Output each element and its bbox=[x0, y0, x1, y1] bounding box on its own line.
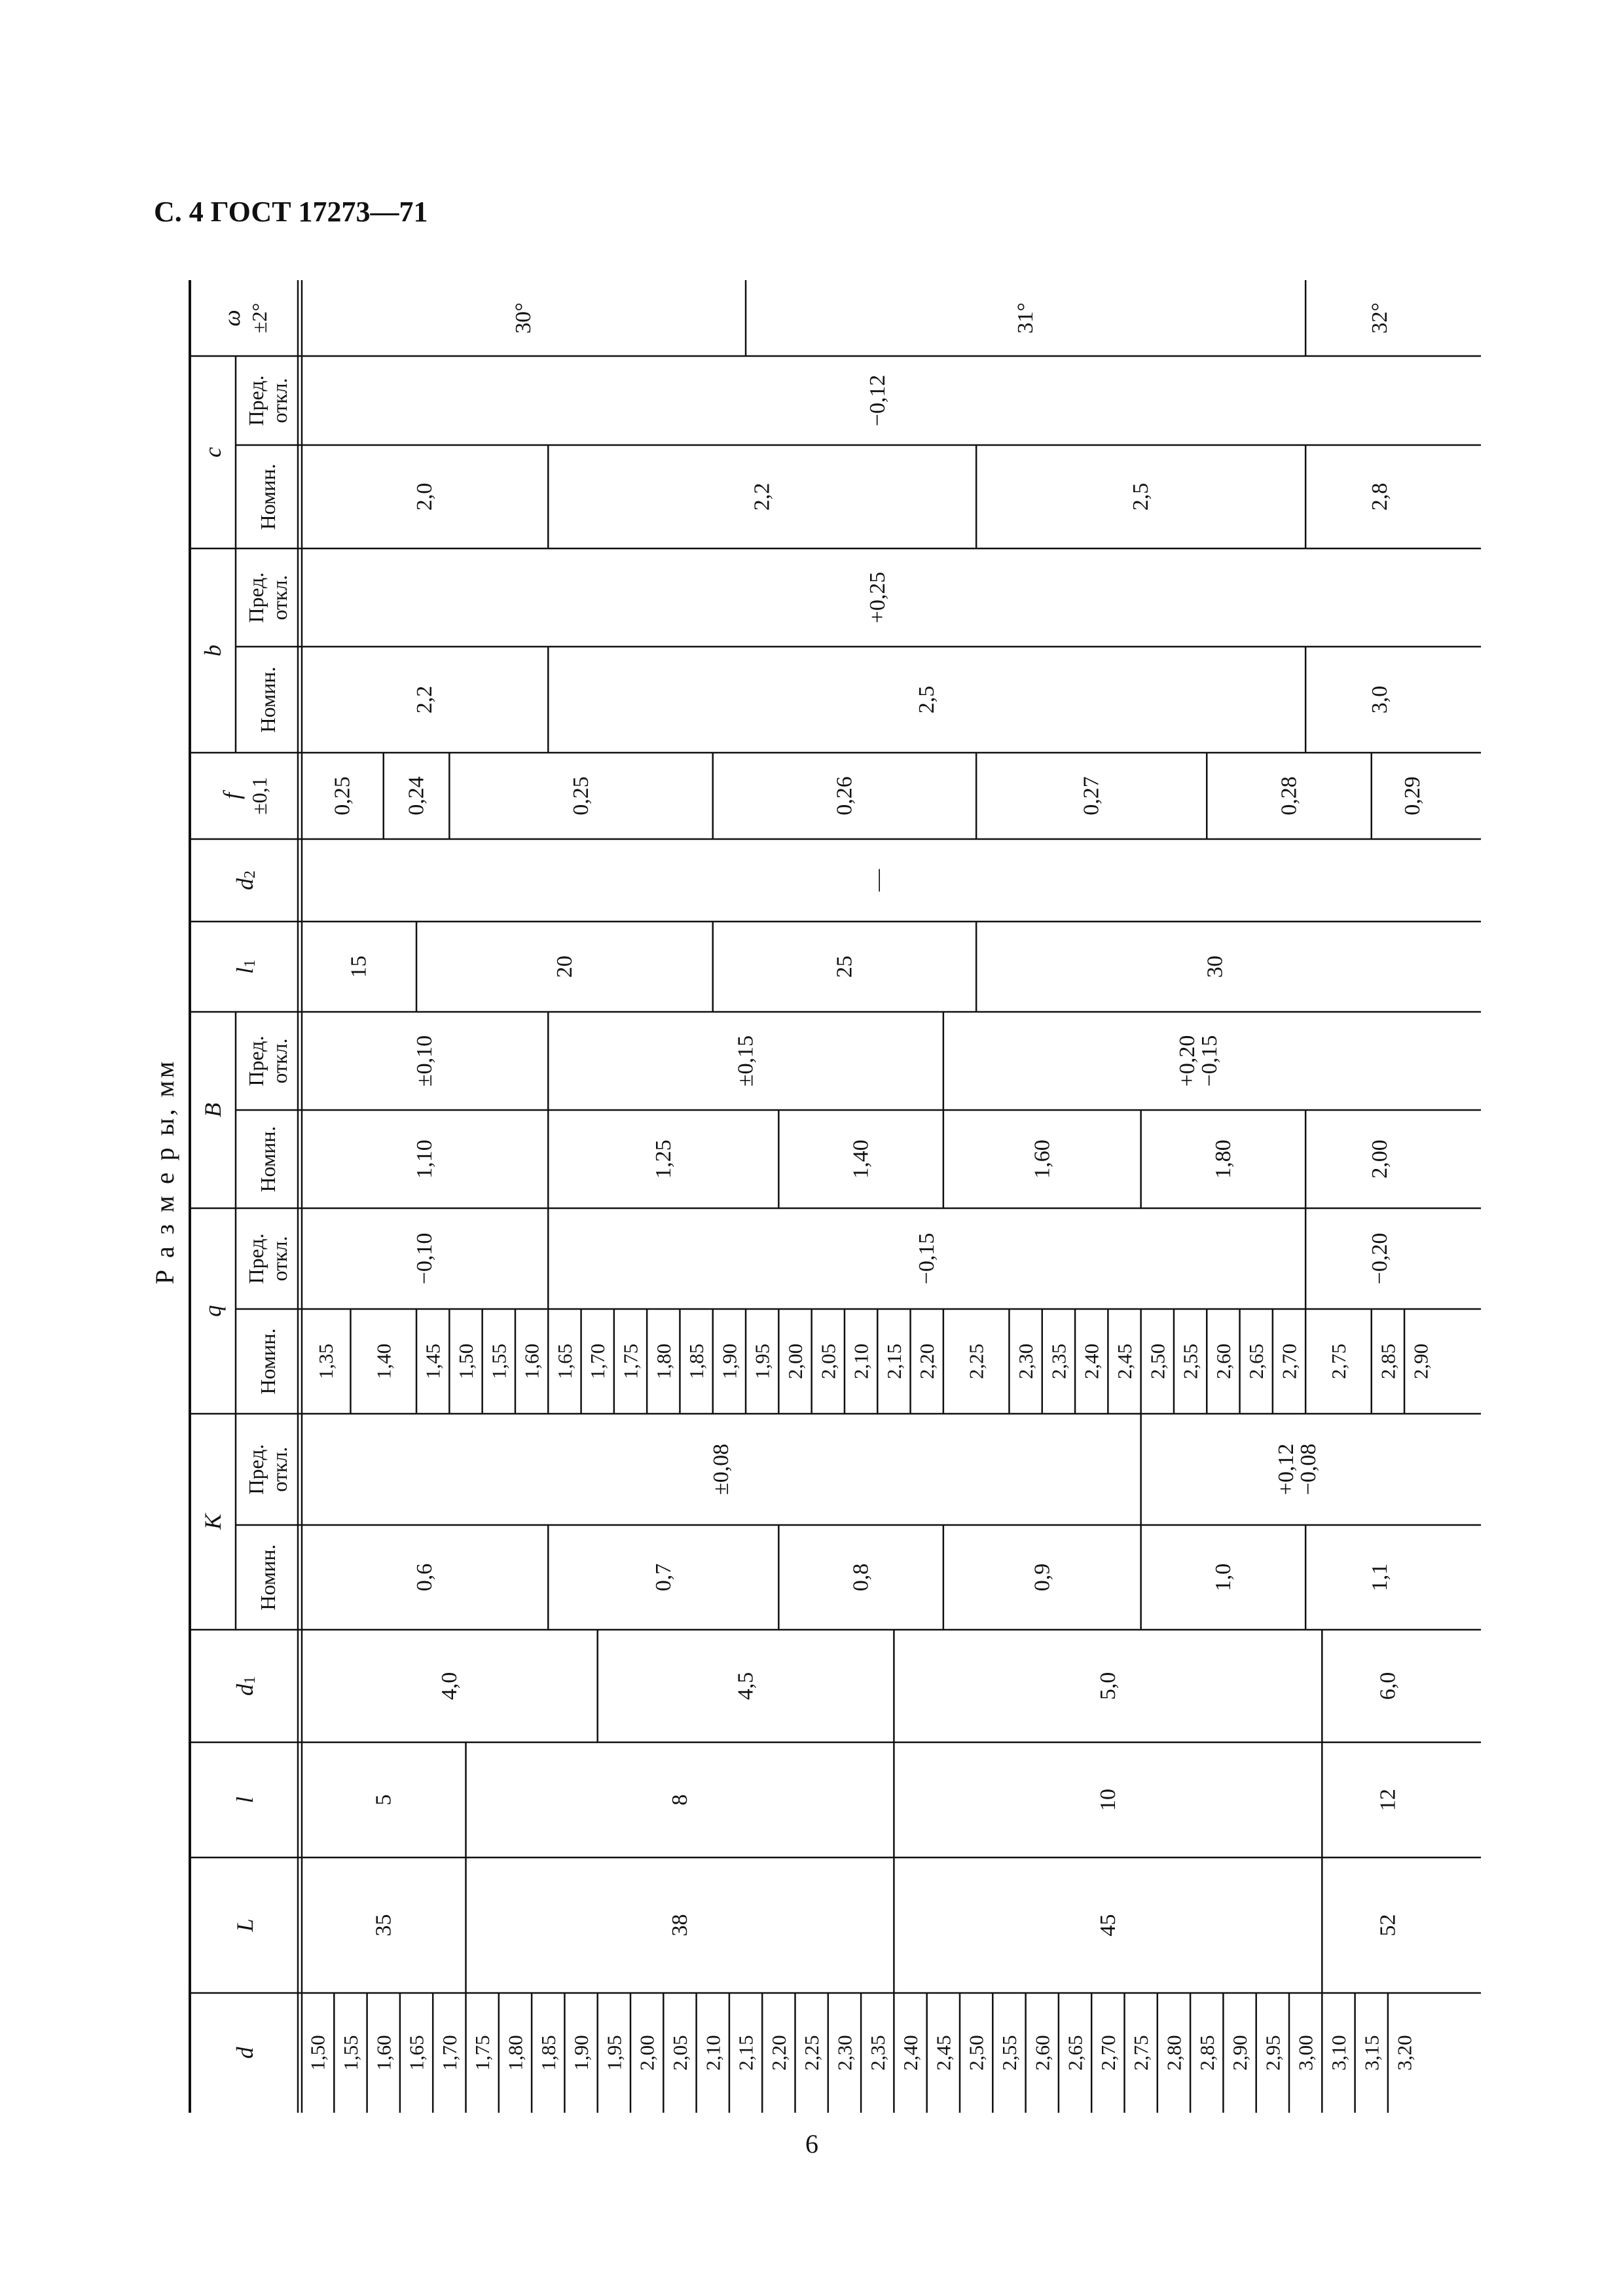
b-label: b bbox=[200, 645, 226, 656]
d1-label bbox=[232, 1676, 259, 1696]
c_nom-cell: 2,0 bbox=[412, 482, 437, 511]
d-cell: 2,00 bbox=[635, 2035, 659, 2071]
d-cell: 1,80 bbox=[503, 2035, 527, 2071]
omega-cell: 32° bbox=[1367, 302, 1392, 334]
b-pred-header: Пред. bbox=[244, 572, 268, 623]
q_dev-cell: −0,20 bbox=[1367, 1232, 1392, 1285]
f-cell: 0,25 bbox=[569, 776, 594, 816]
l1-label bbox=[232, 960, 259, 974]
omega-cell: 31° bbox=[1013, 302, 1038, 334]
f-cell: 0,29 bbox=[1400, 776, 1425, 816]
d-cell: 2,40 bbox=[899, 2035, 922, 2071]
B-nomin-header: Номин. bbox=[256, 1126, 280, 1193]
c-label: c bbox=[200, 447, 226, 457]
d-cell: 2,25 bbox=[800, 2035, 824, 2071]
q_dev-cell: −0,10 bbox=[412, 1232, 437, 1285]
d-label: d bbox=[232, 2047, 258, 2059]
q_nom-cell: 2,45 bbox=[1113, 1343, 1136, 1380]
d-cell: 1,65 bbox=[405, 2035, 428, 2071]
l1-cell: 20 bbox=[552, 956, 577, 978]
f-cell: 0,24 bbox=[404, 776, 429, 816]
d-cell: 2,55 bbox=[997, 2035, 1021, 2071]
d-cell: 2,45 bbox=[932, 2035, 955, 2071]
d-cell: 2,05 bbox=[668, 2035, 691, 2071]
d-cell: 3,20 bbox=[1393, 2035, 1416, 2071]
d-cell: 3,10 bbox=[1326, 2035, 1350, 2071]
q_nom-cell: 1,70 bbox=[586, 1343, 610, 1380]
K-otkl-header: откл. bbox=[268, 1446, 291, 1492]
L-cell: 52 bbox=[1376, 1914, 1400, 1937]
d-cell: 1,85 bbox=[536, 2035, 560, 2071]
l-cell: 8 bbox=[667, 1794, 692, 1806]
q_nom-cell: 2,65 bbox=[1245, 1343, 1268, 1380]
K_nom-cell: 1,0 bbox=[1211, 1563, 1235, 1592]
d-cell: 2,15 bbox=[734, 2035, 757, 2071]
q-nomin-header: Номин. bbox=[256, 1328, 280, 1395]
q_nom-cell: 2,05 bbox=[816, 1343, 840, 1380]
d-cell: 2,65 bbox=[1063, 2035, 1087, 2071]
d-cell: 1,55 bbox=[338, 2035, 362, 2071]
d2-label-subscript: 2 bbox=[242, 870, 259, 878]
B_nom-cell: 1,40 bbox=[848, 1139, 873, 1179]
f-cell: 0,28 bbox=[1277, 776, 1302, 816]
c_nom-cell: 2,5 bbox=[1129, 482, 1154, 511]
L-label: L bbox=[232, 1918, 258, 1932]
page-number: 6 bbox=[805, 2129, 818, 2159]
d-cell: 1,50 bbox=[306, 2035, 329, 2071]
d-cell: 1,70 bbox=[437, 2035, 461, 2071]
l1-label-subscript: 1 bbox=[242, 959, 259, 967]
c_nom-cell: 2,2 bbox=[750, 482, 775, 511]
q-otkl-header: откл. bbox=[268, 1236, 291, 1282]
omega-cell: 30° bbox=[511, 302, 536, 334]
omega-tolerance: ±2° bbox=[247, 302, 271, 334]
q_nom-cell: 2,70 bbox=[1277, 1343, 1301, 1380]
q_nom-cell: 2,25 bbox=[964, 1343, 988, 1380]
b-otkl-header: откл. bbox=[268, 575, 291, 620]
c-nomin-header: Номин. bbox=[256, 463, 280, 530]
q_nom-cell: 1,55 bbox=[487, 1343, 511, 1380]
q-pred-header: Пред. bbox=[244, 1233, 268, 1284]
B-otkl-header: откл. bbox=[268, 1038, 291, 1084]
f-cell: 0,25 bbox=[330, 776, 355, 816]
q_nom-cell: 2,30 bbox=[1014, 1343, 1038, 1380]
d1-cell: 4,5 bbox=[733, 1672, 758, 1700]
b-nomin-header: Номин. bbox=[256, 666, 280, 733]
c_dev-cell: −0,12 bbox=[865, 374, 890, 427]
l-cell: 12 bbox=[1376, 1789, 1400, 1811]
table-header bbox=[200, 303, 291, 2059]
K_nom-cell: 0,9 bbox=[1030, 1563, 1055, 1592]
B-pred-header: Пред. bbox=[244, 1035, 268, 1086]
omega-label: ω bbox=[219, 310, 245, 327]
l-cell: 10 bbox=[1095, 1789, 1120, 1811]
d-cell: 2,60 bbox=[1030, 2035, 1054, 2071]
d-cell: 2,90 bbox=[1228, 2035, 1252, 2071]
d1-cell: 4,0 bbox=[437, 1672, 462, 1700]
B_nom-cell: 1,80 bbox=[1211, 1139, 1235, 1179]
B_dev-cell: ±0,15 bbox=[733, 1035, 758, 1087]
q_nom-cell: 2,75 bbox=[1326, 1343, 1350, 1380]
K_nom-cell: 0,6 bbox=[412, 1563, 437, 1592]
L-cell: 38 bbox=[667, 1914, 692, 1937]
B_nom-cell: 1,60 bbox=[1030, 1139, 1055, 1179]
q_nom-cell: 1,90 bbox=[718, 1343, 741, 1380]
K_dev-cell: +0,12 bbox=[1274, 1443, 1299, 1496]
f-cell: 0,26 bbox=[832, 776, 857, 816]
K-nomin-header: Номин. bbox=[256, 1544, 280, 1611]
L-cell: 45 bbox=[1095, 1914, 1120, 1937]
q_nom-cell: 1,65 bbox=[553, 1343, 576, 1380]
q_nom-cell: 2,55 bbox=[1178, 1343, 1202, 1380]
d-cell: 1,90 bbox=[570, 2035, 593, 2071]
d-cell: 2,85 bbox=[1195, 2035, 1218, 2071]
B_nom-cell: 1,10 bbox=[412, 1139, 437, 1179]
b_nom-cell: 2,5 bbox=[915, 685, 939, 714]
d-cell: 1,75 bbox=[471, 2035, 494, 2071]
d-cell: 2,20 bbox=[767, 2035, 790, 2071]
q_nom-cell: 2,15 bbox=[882, 1343, 905, 1380]
K_dev-cell-lower: −0,08 bbox=[1296, 1443, 1321, 1496]
q_nom-cell: 1,35 bbox=[314, 1343, 338, 1380]
table-frame bbox=[190, 280, 1481, 2113]
d-cell: 2,30 bbox=[833, 2035, 856, 2071]
B_dev-cell: +0,20 bbox=[1175, 1035, 1200, 1087]
d-cell: 2,35 bbox=[866, 2035, 889, 2071]
l1-cell: 25 bbox=[832, 956, 857, 978]
q_nom-cell: 2,60 bbox=[1211, 1343, 1235, 1380]
table-body bbox=[306, 280, 1432, 2113]
l1-label-main: l bbox=[232, 967, 258, 975]
q_nom-cell: 2,90 bbox=[1409, 1343, 1432, 1380]
q_nom-cell: 2,00 bbox=[784, 1343, 807, 1380]
B-label: B bbox=[200, 1103, 226, 1117]
q_nom-cell: 2,50 bbox=[1146, 1343, 1169, 1380]
q_nom-cell: 1,60 bbox=[520, 1343, 543, 1380]
q_nom-cell: 2,10 bbox=[849, 1343, 873, 1380]
B_dev-cell-lower: −0,15 bbox=[1197, 1035, 1222, 1087]
d-cell: 1,95 bbox=[602, 2035, 626, 2071]
d-cell: 3,00 bbox=[1294, 2035, 1317, 2071]
q_nom-cell: 1,50 bbox=[454, 1343, 477, 1380]
d2-cell: — bbox=[865, 869, 890, 891]
q-label: q bbox=[200, 1305, 226, 1317]
q_nom-cell: 1,85 bbox=[685, 1343, 708, 1380]
l-label: l bbox=[232, 1796, 258, 1804]
f-label: f bbox=[219, 792, 245, 800]
q_nom-cell: 2,20 bbox=[915, 1343, 939, 1380]
q_nom-cell: 2,40 bbox=[1080, 1343, 1103, 1380]
f-tolerance: ±0,1 bbox=[247, 777, 271, 815]
l1-cell: 15 bbox=[346, 956, 371, 978]
d-cell: 2,95 bbox=[1261, 2035, 1285, 2071]
b_dev-cell: +0,25 bbox=[865, 571, 890, 624]
d2-label-main: d bbox=[232, 878, 258, 890]
d-cell: 2,10 bbox=[701, 2035, 725, 2071]
B_dev-cell: ±0,10 bbox=[412, 1035, 437, 1087]
l1-cell: 30 bbox=[1203, 956, 1228, 978]
q_nom-cell: 1,80 bbox=[651, 1343, 675, 1380]
K-label: K bbox=[200, 1513, 226, 1530]
table-caption: Р а з м е р ы, мм bbox=[150, 1058, 179, 1285]
b_nom-cell: 2,2 bbox=[412, 685, 437, 714]
q_nom-cell: 1,45 bbox=[421, 1343, 445, 1380]
d1-cell: 6,0 bbox=[1376, 1672, 1400, 1700]
q_dev-cell: −0,15 bbox=[915, 1232, 939, 1285]
d1-cell: 5,0 bbox=[1095, 1672, 1120, 1700]
K-pred-header: Пред. bbox=[244, 1444, 268, 1495]
q_nom-cell: 2,85 bbox=[1376, 1343, 1400, 1380]
d-cell: 2,50 bbox=[964, 2035, 988, 2071]
d-cell: 1,60 bbox=[372, 2035, 395, 2071]
d-cell: 2,70 bbox=[1096, 2035, 1120, 2071]
K_dev-cell: ±0,08 bbox=[708, 1443, 733, 1496]
B_nom-cell: 2,00 bbox=[1367, 1139, 1392, 1179]
f-cell: 0,27 bbox=[1079, 776, 1104, 816]
q_nom-cell: 2,35 bbox=[1047, 1343, 1070, 1380]
d-cell: 3,15 bbox=[1360, 2035, 1383, 2071]
q_nom-cell: 1,95 bbox=[750, 1343, 774, 1380]
c-otkl-header: откл. bbox=[268, 378, 291, 423]
b_nom-cell: 3,0 bbox=[1367, 685, 1392, 714]
l-cell: 5 bbox=[371, 1794, 396, 1806]
K_nom-cell: 1,1 bbox=[1367, 1563, 1392, 1592]
B_nom-cell: 1,25 bbox=[651, 1139, 676, 1179]
K_nom-cell: 0,7 bbox=[651, 1563, 676, 1592]
d1-label-subscript: 1 bbox=[242, 1676, 259, 1684]
d2-label bbox=[232, 870, 259, 890]
d-cell: 2,80 bbox=[1162, 2035, 1186, 2071]
K_nom-cell: 0,8 bbox=[848, 1563, 873, 1592]
q_nom-cell: 1,75 bbox=[619, 1343, 642, 1380]
d-cell: 2,75 bbox=[1129, 2035, 1153, 2071]
c_nom-cell: 2,8 bbox=[1367, 482, 1392, 511]
c-pred-header: Пред. bbox=[244, 375, 268, 426]
L-cell: 35 bbox=[371, 1914, 396, 1937]
table-caption-layer bbox=[150, 1059, 179, 1284]
q_nom-cell: 1,40 bbox=[372, 1343, 395, 1380]
d1-label-main: d bbox=[232, 1684, 258, 1696]
page-header: С. 4 ГОСТ 17273—71 bbox=[154, 196, 428, 228]
